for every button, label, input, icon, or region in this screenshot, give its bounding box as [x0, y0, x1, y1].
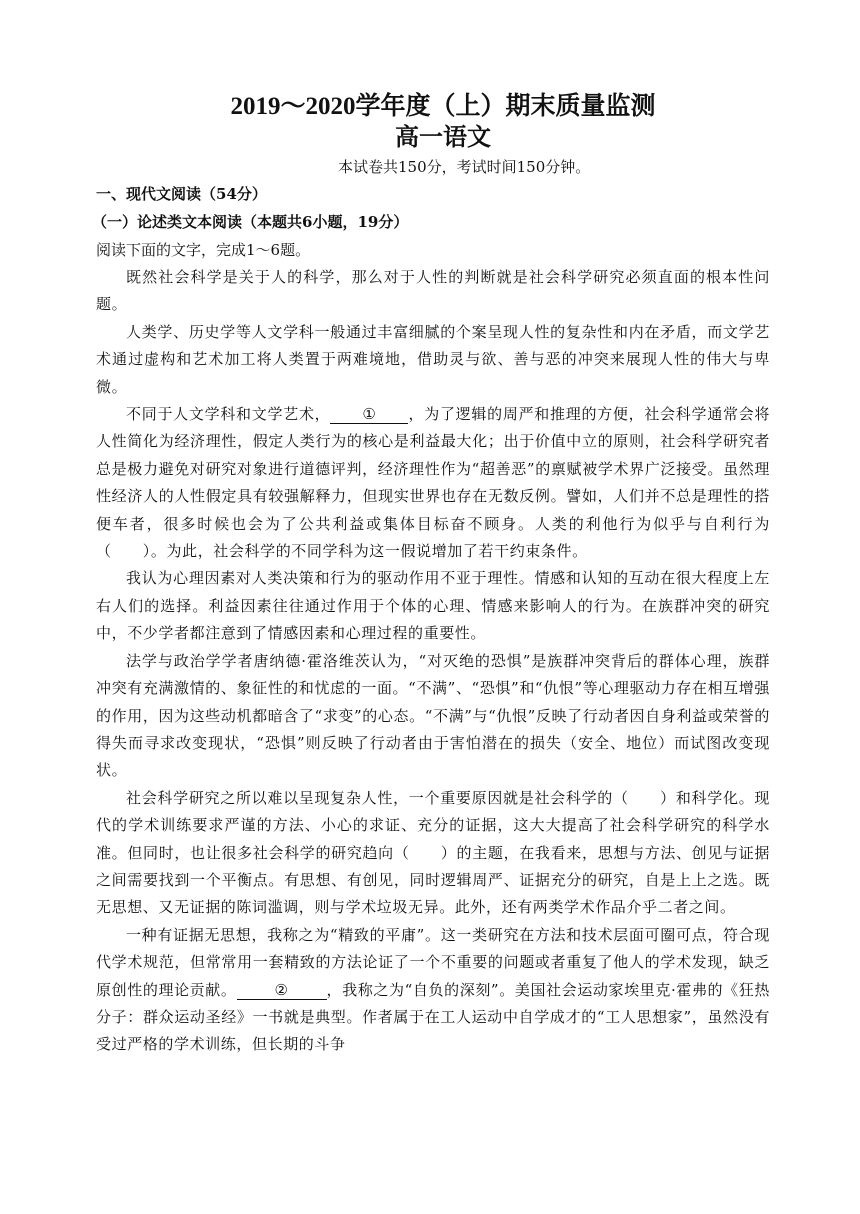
exam-page	[92, 92, 770, 1059]
paragraph-3-lead: 不同于人文学科和文学艺术，	[126, 405, 331, 424]
exam-title: 2019～2020学年度（上）期末质量监测	[230, 93, 656, 120]
exam-subject: 高一语文	[395, 122, 491, 151]
paragraph-7-rest: ，我称之为“自负的深刻”。美国社会运动家埃里克·霍弗的《狂热分子：群众运动圣经》一书就是典型。作者属于在工人运动中自学成才的“工人思想家”，虽然没有受过严格的学术训练，但长期的斗争	[96, 980, 770, 1054]
article-paragraph-2: 人类学、历史学等人文学科一般通过丰富细腻的个案呈现人性的复杂性和内在矛盾，而文学艺术通过虚构和艺术加工将人类置于两难境地，借助灵与欲、善与恶的冲突来展现人性的伟大与卑微。	[96, 322, 770, 396]
article-paragraph-4: 我认为心理因素对人类决策和行为的驱动作用不亚于理性。情感和认知的互动在很大程度上左右人们的选择。利益因素往往通过作用于个体的心理、情感来影响人的行为。在族群冲突的研究中，不少学者都注意到了情感因素和心理过程的重要性。	[96, 569, 770, 643]
article-paragraph-3	[96, 401, 770, 565]
sub-section-heading: （一）论述类文本阅读（本题共6小题，19分）	[92, 213, 409, 231]
fill-blank-2: ②	[237, 981, 327, 1000]
paragraph-7-lead: 一种有证据无思想，我称之为“精致的平庸”。这一类研究在方法和技术层面可圈可点，符合现代学术规范，但常常用一套精致的方法论证了一个不重要的问题或者重复了他人的学术发现，缺乏原创性的理论贡献。	[96, 925, 770, 999]
section-heading: 一、现代文阅读（54分）	[96, 185, 267, 203]
fill-blank-1: ①	[330, 405, 408, 424]
paragraph-3-rest: ，为了逻辑的周严和推理的方便，社会科学通常会将人性简化为经济理性，假定人类行为的核心是利益最大化；出于价值中立的原则，社会科学研究者总是极力避免对研究对象进行道德评判，经济理性作为“超善恶”的禀赋被学术界广泛接受。虽然理性经济人的人性假定具有较强解释力，但现实世界也存在无数反例。譬如，人们并不总是理性的搭便车者，很多时候也会为了公共利益或集体目标奋不顾身。人类的利他行为似乎与自利行为（ ）。为此，社会科学的不同学科为这一假说增加了若干约束条件。	[96, 405, 770, 561]
article-paragraph-6: 社会科学研究之所以难以呈现复杂人性，一个重要原因就是社会科学的（ ）和科学化。现代的学术训练要求严谨的方法、小心的求证、充分的证据，这大大提高了社会科学研究的科学水准。但同时，也让很多社会科学的研究趋向（ ）的主题，在我看来，思想与方法、创见与证据之间需要找到一个平衡点。有思想、有创见，同时逻辑周严、证据充分的研究，自是上上之选。既无思想、又无证据的陈词滥调，则与学术垃圾无异。此外，还有两类学术作品介乎二者之间。	[96, 788, 770, 917]
exam-note: 本试卷共150分，考试时间150分钟。	[338, 158, 591, 176]
article-paragraph-5: 法学与政治学学者唐纳德·霍洛维茨认为，“对灭绝的恐惧”是族群冲突背后的群体心理，族群冲突有充满激情的、象征性的和忧虑的一面。“不满”、“恐惧”和“仇恨”等心理驱动力存在相互增强的作用，因为这些动机都暗含了“求变”的心态。“不满”与“仇恨”反映了行动者因自身利益或荣誉的得失而寻求改变现状，“恐惧”则反映了行动者由于害怕潜在的损失（安全、地位）而试图改变现状。	[96, 651, 770, 780]
article-paragraph-7	[96, 922, 770, 1059]
reading-instruction: 阅读下面的文字，完成1～6题。	[96, 241, 311, 259]
article-paragraph-1: 既然社会科学是关于人的科学，那么对于人性的判断就是社会科学研究必须直面的根本性问题。	[96, 268, 770, 314]
